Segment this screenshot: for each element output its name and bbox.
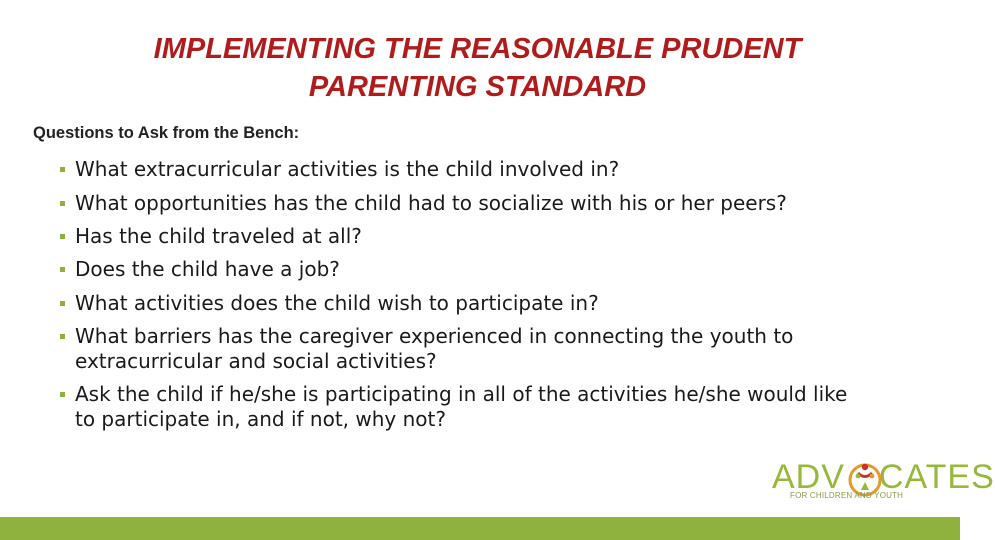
logo-word-left: ADV [772,458,845,496]
bullet-square-icon [60,392,65,397]
question-text: What barriers has the caregiver experienced in connecting the youth to extracurricular and social activities? [75,324,794,373]
question-item [60,153,860,187]
slide-title-line-1: IMPLEMENTING THE REASONABLE PRUDENT [153,33,802,65]
question-item [60,187,860,220]
bullet-square-icon [60,301,65,306]
question-text: Ask the child if he/she is participating in all of the activities he/she would like to participate in, and if not, why not? [75,382,848,431]
logo-tagline: FOR CHILDREN AND YOUTH [790,491,904,500]
bullet-square-icon [60,334,65,339]
question-item [60,320,860,378]
slide-title-line-2: PARENTING STANDARD [308,71,647,103]
question-item [60,220,860,254]
advocates-logo [772,458,995,506]
question-text: What extracurricular activities is the child involved in? [75,157,620,181]
question-text: Does the child have a job? [75,257,340,281]
question-item [60,287,860,321]
bullet-square-icon [60,201,65,206]
question-item [60,378,860,436]
footer-accent-bar [0,517,960,540]
slide-subtitle: Questions to Ask from the Bench: [33,124,300,142]
question-text: What activities does the child wish to participate in? [75,290,599,315]
bullet-square-icon [60,167,65,172]
question-item [60,253,860,287]
bullet-square-icon [60,267,65,272]
question-list [60,153,860,436]
bullet-square-icon [60,234,65,239]
question-text: Has the child traveled at all? [75,223,362,248]
question-text: What opportunities has the child had to socialize with his or her peers? [75,190,787,215]
slide-title [60,30,895,106]
logo-word-right: CATES [878,458,995,496]
